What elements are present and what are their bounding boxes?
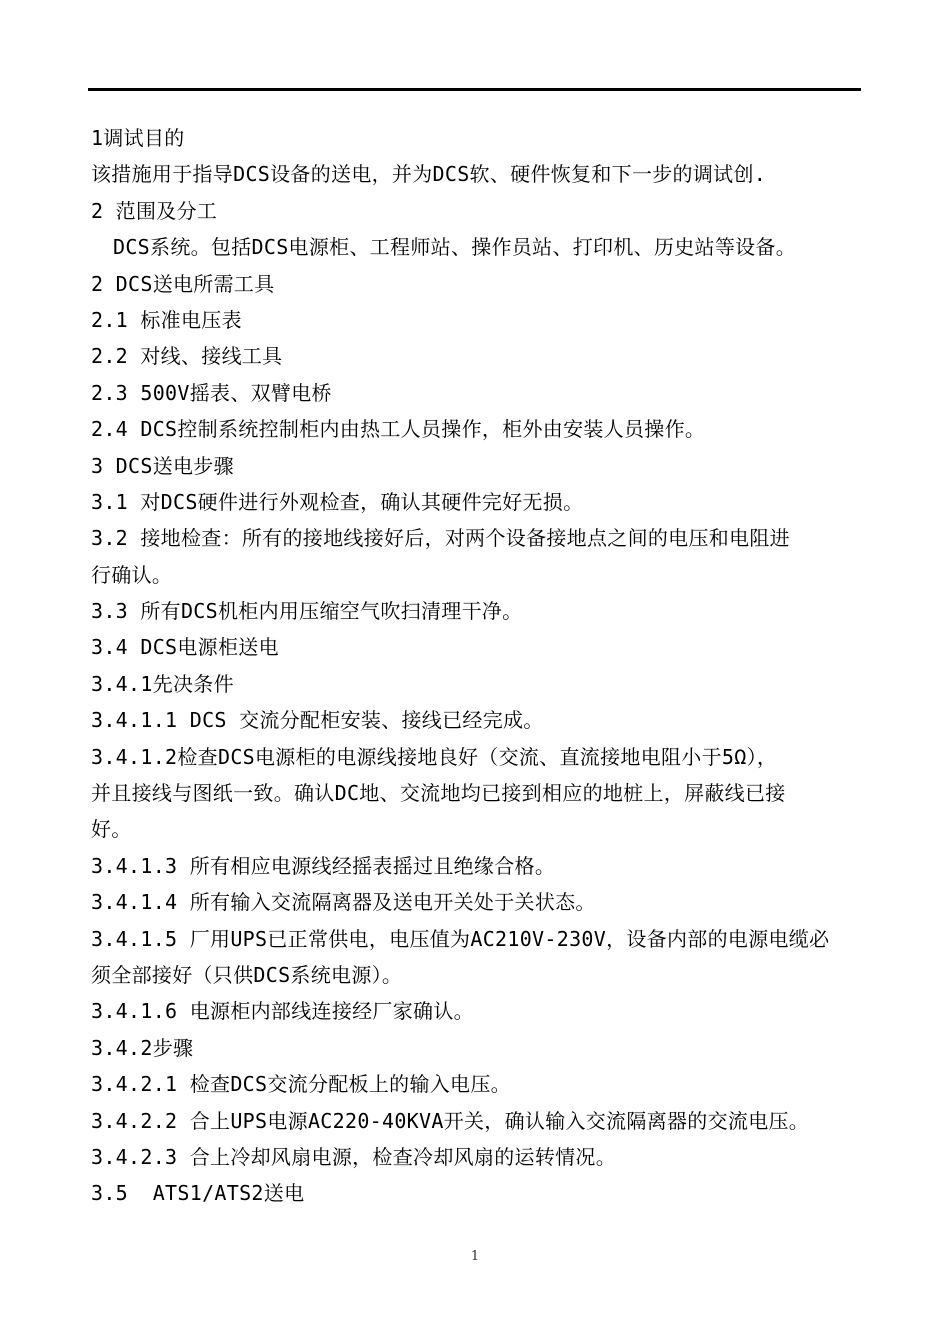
list-item: 3.4.1.3 所有相应电源线经摇表摇过且绝缘合格。 xyxy=(91,853,556,878)
document-body xyxy=(91,120,856,1212)
list-item-continuation: 好。 xyxy=(91,817,132,842)
list-item: 2.2 对线、接线工具 xyxy=(91,344,283,369)
list-item: 3.4 DCS电源柜送电 xyxy=(91,635,279,660)
heading-1: 1调试目的 xyxy=(91,126,185,150)
list-item: 3.4.2.3 合上冷却风扇电源，检查冷却风扇的运转情况。 xyxy=(91,1144,617,1169)
paragraph: DCS系统。包括DCS电源柜、工程师站、操作员站、打印机、历史站等设备。 xyxy=(113,235,797,260)
list-item: 3.4.2.2 合上UPS电源AC220-40KVA开关，确认输入交流隔离器的交流电压。 xyxy=(91,1108,810,1133)
list-item-continuation: 须全部接好（只供DCS系统电源）。 xyxy=(91,962,403,987)
list-item-continuation: 行确认。 xyxy=(91,562,173,587)
list-item: 3.4.1.5 厂用UPS已正常供电，电压值为AC210V-230V，设备内部的电源电缆必 xyxy=(91,926,830,951)
list-item: 2.1 标准电压表 xyxy=(91,307,242,332)
list-item: 3.4.1.2检查DCS电源柜的电源线接地良好（交流、直流接地电阻小于5Ω）， xyxy=(91,744,778,769)
list-item: 3.1 对DCS硬件进行外观检查，确认其硬件完好无损。 xyxy=(91,489,584,514)
sub-heading: 3.4.2步骤 xyxy=(91,1035,194,1060)
list-item: 3.4.2.1 检查DCS交流分配板上的输入电压。 xyxy=(91,1072,511,1097)
heading-2-tools: 2 DCS送电所需工具 xyxy=(91,271,275,296)
page-number: 1 xyxy=(470,1249,480,1264)
list-item: 3.5 ATS1/ATS2送电 xyxy=(91,1181,305,1206)
heading-2: 2 范围及分工 xyxy=(91,198,218,223)
list-item: 2.4 DCS控制系统控制柜内由热工人员操作，柜外由安装人员操作。 xyxy=(91,417,706,442)
paragraph: 该措施用于指导DCS设备的送电，并为DCS软、硬件恢复和下一步的调试创. xyxy=(91,162,767,187)
list-item: 3.3 所有DCS机柜内用压缩空气吹扫清理干净。 xyxy=(91,599,523,624)
header-rule xyxy=(88,88,861,91)
list-item: 3.4.1.1 DCS 交流分配柜安装、接线已经完成。 xyxy=(91,708,544,733)
heading-3: 3 DCS送电步骤 xyxy=(91,453,234,478)
list-item: 3.4.1.6 电源柜内部线连接经厂家确认。 xyxy=(91,999,474,1024)
sub-heading: 3.4.1先决条件 xyxy=(91,671,234,696)
list-item-continuation: 并且接线与图纸一致。确认DC地、交流地均已接到相应的地桩上，屏蔽线已接 xyxy=(91,781,786,806)
list-item: 3.4.1.4 所有输入交流隔离器及送电开关处于关状态。 xyxy=(91,890,596,915)
list-item: 3.2 接地检查：所有的接地线接好后，对两个设备接地点之间的电压和电阻进 xyxy=(91,526,790,551)
list-item: 2.3 500V摇表、双臂电桥 xyxy=(91,380,332,405)
